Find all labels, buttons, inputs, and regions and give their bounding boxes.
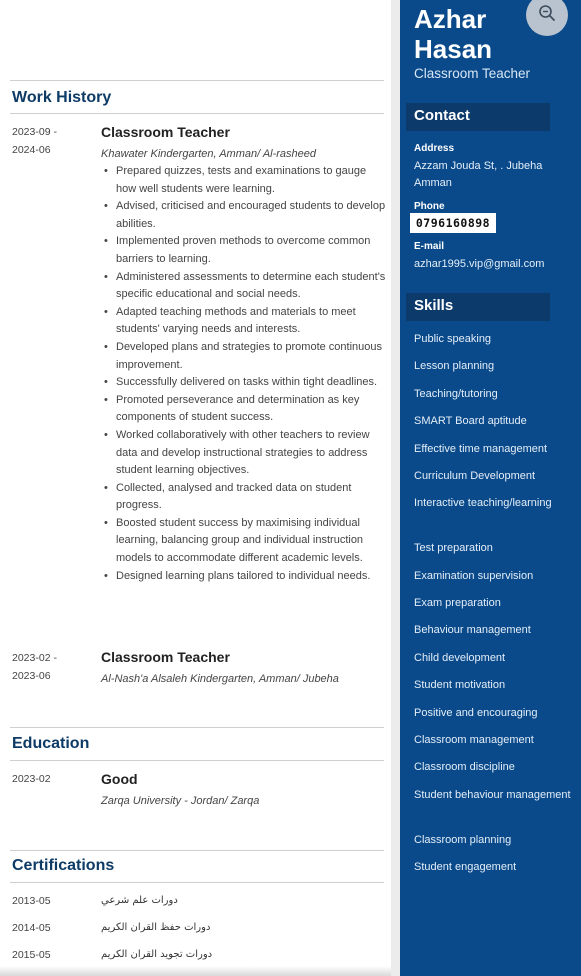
- list-item: • Successfully delivered on tasks within tight deadlines.: [101, 374, 386, 392]
- cert-name: دورات حفظ القران الكريم: [101, 922, 211, 933]
- cert-date: 2013-05: [12, 895, 51, 907]
- contact-heading-bar: [406, 103, 550, 131]
- address-value: [414, 158, 574, 192]
- name-last: Hasan: [414, 34, 493, 64]
- work-history-heading: Work History: [12, 89, 112, 106]
- job-duties-list: [101, 163, 386, 585]
- address-line: Amman: [414, 177, 452, 189]
- skill-item: Classroom management: [414, 734, 534, 746]
- certifications-heading: Certifications: [12, 857, 115, 874]
- job-title: Classroom Teacher: [101, 649, 230, 665]
- sidebar: [400, 0, 581, 976]
- skill-item: Positive and encouraging: [414, 707, 538, 719]
- zoom-out-button[interactable]: [526, 0, 568, 36]
- list-item: • Prepared quizzes, tests and examinations to gauge how well students were learning.: [101, 163, 386, 198]
- cert-name: دورات تجويد القران الكريم: [101, 949, 213, 960]
- divider: [10, 850, 384, 851]
- list-item: • Promoted perseverance and determination as key components of student success.: [101, 392, 386, 427]
- divider: [10, 113, 384, 114]
- job-date-start: 2023-02 -: [12, 652, 57, 664]
- job-date-start: 2023-09 -: [12, 126, 57, 138]
- skills-heading: Skills: [414, 297, 454, 314]
- education-heading: Education: [12, 735, 90, 752]
- education-grade: Good: [101, 771, 138, 787]
- email-value: azhar1995.vip@gmail.com: [414, 258, 545, 270]
- list-item: [12, 949, 382, 963]
- list-item: [12, 895, 382, 909]
- education-date: 2023-02: [12, 773, 51, 785]
- cert-name: دورات علم شرعي: [101, 895, 178, 906]
- skill-item: Public speaking: [414, 333, 492, 345]
- skill-item: SMART Board aptitude: [414, 415, 527, 427]
- skill-item: Lesson planning: [414, 360, 495, 372]
- job-company: Al-Nash'a Alsaleh Kindergarten, Amman/ Jubeha: [101, 673, 339, 685]
- list-item: • Administered assessments to determine each student's specific educational and social needs.: [101, 269, 386, 304]
- list-item: • Designed learning plans tailored to individual needs.: [101, 568, 386, 586]
- list-item: • Developed plans and strategies to promote continuous improvement.: [101, 339, 386, 374]
- skill-item: Student engagement: [414, 861, 517, 873]
- skill-item: Exam preparation: [414, 597, 501, 609]
- skill-item: Effective time management: [414, 443, 548, 455]
- education-school: Zarqa University - Jordan/ Zarqa: [101, 795, 260, 807]
- page-gap: [391, 0, 400, 976]
- name-first: Azhar: [414, 4, 487, 34]
- list-item: • Advised, criticised and encouraged students to develop abilities.: [101, 198, 386, 233]
- job-role: Classroom Teacher: [414, 66, 531, 81]
- cert-date: 2014-05: [12, 922, 51, 934]
- skill-item: Classroom planning: [414, 834, 512, 846]
- skill-item: Child development: [414, 652, 506, 664]
- skill-item: Curriculum Development: [414, 470, 536, 482]
- divider: [10, 760, 384, 761]
- divider: [10, 80, 384, 81]
- zoom-out-icon: [538, 4, 556, 27]
- list-item: • Boosted student success by maximising individual learning, balancing group and individual instruction models to accommodate different academic levels.: [101, 515, 386, 568]
- skill-item: Classroom discipline: [414, 761, 515, 773]
- skill-item: Behaviour management: [414, 624, 531, 636]
- job-date-end: 2024-06: [12, 144, 51, 156]
- contact-heading: Contact: [414, 107, 470, 124]
- job-date: [12, 123, 92, 159]
- email-label: E-mail: [414, 241, 445, 252]
- list-item: • Implemented proven methods to overcome common barriers to learning.: [101, 233, 386, 268]
- address-line: Azzam Jouda St, . Jubeha: [414, 160, 543, 172]
- skill-item: Student motivation: [414, 679, 506, 691]
- list-item: • Adapted teaching methods and materials to meet students' varying needs and interests.: [101, 304, 386, 339]
- phone-label: Phone: [414, 201, 445, 212]
- job-date: [12, 649, 92, 685]
- list-item: • Collected, analysed and tracked data on student progress.: [101, 480, 386, 515]
- skill-item: Examination supervision: [414, 570, 534, 582]
- page-edge: [0, 966, 391, 976]
- skill-item: Student behaviour management: [414, 789, 571, 801]
- job-company: Khawater Kindergarten, Amman/ Al-rasheed: [101, 148, 317, 160]
- skill-item: Interactive teaching/learning: [414, 497, 552, 509]
- divider: [10, 882, 384, 883]
- list-item: [12, 922, 382, 936]
- job-date-end: 2023-06: [12, 670, 51, 682]
- skill-item: Teaching/tutoring: [414, 388, 498, 400]
- job-title: Classroom Teacher: [101, 124, 230, 140]
- skill-item: Test preparation: [414, 542, 493, 554]
- list-item: • Worked collaboratively with other teachers to review data and develop instructional strategies to address student learning objectives.: [101, 427, 386, 480]
- cert-date: 2015-05: [12, 949, 51, 961]
- address-label: Address: [414, 143, 455, 154]
- skills-heading-bar: [406, 293, 550, 321]
- phone-value: 0796160898: [410, 213, 496, 233]
- divider: [10, 727, 384, 728]
